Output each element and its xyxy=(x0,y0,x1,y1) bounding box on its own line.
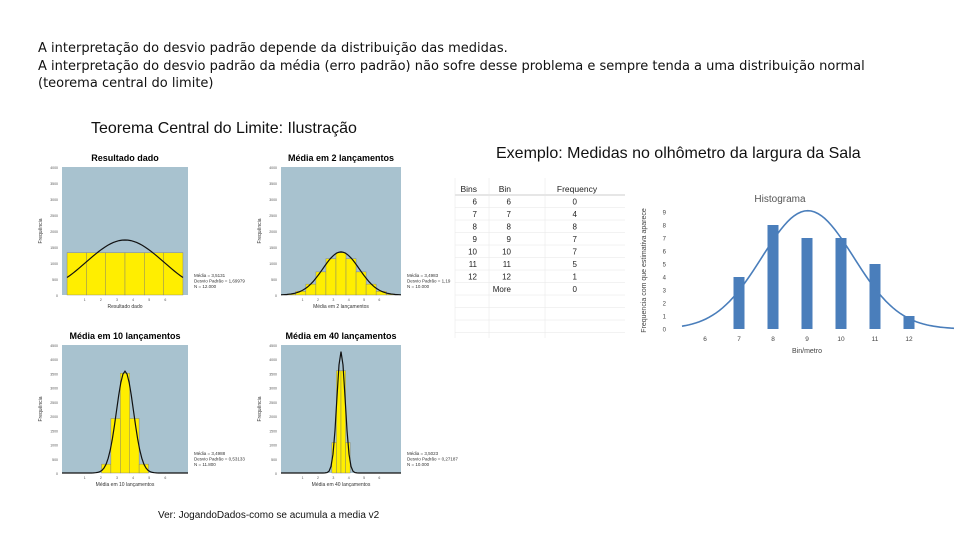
table-cell: 6 xyxy=(506,197,511,207)
y-tick-label: 4000 xyxy=(269,358,277,363)
y-tick-label: 500 xyxy=(52,278,58,282)
table-cell: 9 xyxy=(506,235,511,244)
x-axis-label: Média em 40 lançamentos xyxy=(311,482,371,488)
x-tick-label: 11 xyxy=(871,336,879,343)
y-tick-label: 4500 xyxy=(50,344,58,348)
table-cell: 11 xyxy=(502,260,511,269)
y-tick-label: 0 xyxy=(275,472,277,476)
y-tick-label: 1000 xyxy=(269,443,277,448)
x-tick-label: 4 xyxy=(132,298,135,302)
histogram-bar xyxy=(306,284,316,295)
x-tick-label: 9 xyxy=(805,336,809,343)
stats-line: N = 12.000 xyxy=(194,284,217,289)
histogram-bar xyxy=(326,259,336,295)
y-tick-label: 3000 xyxy=(50,386,58,391)
table-cell: 7 xyxy=(572,235,577,244)
table-cell: More xyxy=(492,285,511,294)
histogram-bar xyxy=(366,284,376,295)
y-tick-label: 500 xyxy=(271,457,277,462)
y-tick-label: 4000 xyxy=(50,166,58,170)
y-tick-label: 1500 xyxy=(269,429,277,434)
x-tick-label: 5 xyxy=(148,476,151,480)
y-tick-label: 6 xyxy=(662,249,666,256)
x-tick-label: 2 xyxy=(99,298,102,302)
y-axis-label: Frequencia com que estimativa aparece xyxy=(641,208,648,333)
histogram-chart xyxy=(630,180,930,365)
intro-line-1: A interpretação do desvio padrão depende da distribuição das medidas. xyxy=(38,41,508,56)
stats-line: N = 11.800 xyxy=(194,462,216,467)
y-tick-label: 8 xyxy=(662,223,666,230)
intro-line-3: (teorema central do limite) xyxy=(38,76,214,91)
y-tick-label: 4500 xyxy=(269,344,277,348)
table-cell: 0 xyxy=(572,285,577,294)
x-tick-label: 5 xyxy=(363,298,366,302)
stats-line: Média = 3,4988 xyxy=(194,451,226,456)
x-tick-label: 10 xyxy=(837,336,845,343)
x-tick-label: 4 xyxy=(347,298,350,302)
histogram-bar xyxy=(106,253,125,295)
x-tick-label: 4 xyxy=(132,476,135,480)
stats-line: Média = 3,5023 xyxy=(407,451,439,456)
x-tick-label: 2 xyxy=(99,476,102,480)
y-tick-label: 500 xyxy=(52,457,58,462)
table-cell: 12 xyxy=(502,272,511,282)
table-cell: 8 xyxy=(572,222,577,232)
y-tick-label: 1 xyxy=(662,314,666,321)
clt-illustration xyxy=(0,145,458,515)
x-tick-label: 3 xyxy=(115,476,118,480)
histogram-bar-10 xyxy=(836,238,847,329)
panel-1 xyxy=(38,153,245,310)
x-tick-label: 12 xyxy=(905,336,913,343)
x-tick-label: 1 xyxy=(301,476,304,480)
x-tick-label: 6 xyxy=(164,476,167,480)
x-axis-label: Bin/metro xyxy=(792,348,822,355)
y-tick-label: 2000 xyxy=(269,415,277,420)
histogram-bar xyxy=(130,418,139,473)
y-tick-label: 3 xyxy=(662,288,666,295)
table-cell: 7 xyxy=(472,210,477,219)
y-axis-label: Frequência xyxy=(257,396,263,422)
panel-title: Média em 2 lançamentos xyxy=(287,153,395,163)
panel-title: Média em 40 lançamentos xyxy=(285,331,397,341)
table-cell: 4 xyxy=(572,210,577,219)
x-tick-label: 2 xyxy=(316,476,319,480)
y-tick-label: 1000 xyxy=(269,262,277,266)
table-cell: 7 xyxy=(572,247,577,257)
y-tick-label: 2500 xyxy=(50,214,58,218)
y-tick-label: 4000 xyxy=(269,166,277,170)
fitted-curve xyxy=(682,211,954,329)
x-tick-label: 1 xyxy=(83,476,86,480)
example-title: Exemplo: Medidas no olhômetro da largura da Sala xyxy=(496,145,861,162)
y-tick-label: 0 xyxy=(56,472,58,476)
footer-reference: Ver: JogandoDados-como se acumula a media v2 xyxy=(158,510,380,521)
x-tick-label: 3 xyxy=(115,298,118,302)
y-tick-label: 2500 xyxy=(50,400,58,405)
x-tick-label: 5 xyxy=(363,476,366,480)
y-tick-label: 2000 xyxy=(50,415,58,420)
table-cell: 12 xyxy=(468,272,477,282)
table-cell: 5 xyxy=(572,260,577,269)
table-cell: 8 xyxy=(506,222,511,232)
y-tick-label: 0 xyxy=(275,294,277,298)
x-tick-label: 8 xyxy=(771,336,775,343)
y-tick-label: 9 xyxy=(662,210,666,217)
y-tick-label: 5 xyxy=(662,262,666,269)
y-axis-label: Frequência xyxy=(38,218,44,244)
intro-line-2: A interpretação do desvio padrão da média (erro padrão) não sofre desse problema e sempre tenda a uma distribuição normal xyxy=(38,58,865,74)
y-tick-label: 2500 xyxy=(269,400,277,405)
y-tick-label: 1500 xyxy=(50,246,58,250)
x-tick-label: 6 xyxy=(378,476,381,480)
y-tick-label: 3500 xyxy=(269,182,277,186)
y-tick-label: 3500 xyxy=(50,182,58,186)
stats-line: Desvio Padrão = 1,69979 xyxy=(194,278,245,284)
frequency-table xyxy=(455,178,625,338)
intro-text xyxy=(38,40,918,93)
x-tick-label: 6 xyxy=(378,298,381,302)
x-tick-label: 3 xyxy=(332,298,335,302)
stats-line: Desvio Padrão = 0,53133 xyxy=(194,456,245,462)
panel-2 xyxy=(257,153,451,310)
table-cell: 7 xyxy=(506,210,511,219)
y-tick-label: 1000 xyxy=(50,262,58,266)
stats-line: N = 10.000 xyxy=(407,284,430,289)
x-tick-label: 4 xyxy=(347,476,350,480)
y-tick-label: 3000 xyxy=(269,198,277,202)
x-tick-label: 7 xyxy=(737,336,741,343)
table-cell: 9 xyxy=(472,235,477,244)
y-tick-label: 3000 xyxy=(50,198,58,202)
table-cell: 8 xyxy=(472,222,477,232)
x-tick-label: 1 xyxy=(83,298,86,302)
y-tick-label: 3500 xyxy=(269,372,277,377)
histogram-title: Histograma xyxy=(754,194,806,205)
panel-title: Resultado dado xyxy=(91,153,159,163)
y-tick-label: 3000 xyxy=(269,386,277,391)
y-tick-label: 500 xyxy=(271,278,277,282)
y-tick-label: 1500 xyxy=(269,246,277,250)
x-tick-label: 2 xyxy=(316,298,319,302)
y-tick-label: 2500 xyxy=(269,214,277,218)
y-axis-label: Frequência xyxy=(257,218,263,244)
x-tick-label: 6 xyxy=(164,298,167,302)
histogram-bar-11 xyxy=(870,264,881,329)
table-cell: 10 xyxy=(502,247,511,257)
stats-line: N = 10.000 xyxy=(407,462,430,467)
y-tick-label: 0 xyxy=(662,327,666,334)
panel-3 xyxy=(38,331,245,488)
y-tick-label: 7 xyxy=(662,236,666,243)
histogram-bar xyxy=(346,259,356,295)
stats-line: Média = 3,5131 xyxy=(194,273,226,278)
y-tick-label: 0 xyxy=(56,294,58,298)
x-tick-label: 5 xyxy=(148,298,151,302)
histogram-bar xyxy=(67,253,86,295)
y-tick-label: 4000 xyxy=(50,358,58,363)
table-cell: 11 xyxy=(468,260,477,269)
table-cell: 10 xyxy=(468,247,477,257)
y-tick-label: 4 xyxy=(662,275,666,282)
stats-line: Média = 3,4983 xyxy=(407,273,439,278)
table-header-3: Frequency xyxy=(556,184,598,194)
table-header-2: Bin xyxy=(498,184,511,194)
table-cell: 1 xyxy=(572,272,577,282)
y-tick-label: 2000 xyxy=(50,230,58,234)
histogram-bar xyxy=(336,253,346,295)
table-cell: 0 xyxy=(572,197,577,207)
y-tick-label: 1500 xyxy=(50,429,58,434)
histogram-bar xyxy=(164,253,183,295)
x-axis-label: Média em 10 lançamentos xyxy=(95,482,155,488)
x-tick-label: 1 xyxy=(301,298,304,302)
stats-line: Desvio Padrão = 0,27187 xyxy=(407,456,458,462)
x-tick-label: 6 xyxy=(703,336,707,343)
histogram-bar xyxy=(111,418,120,473)
y-tick-label: 2000 xyxy=(269,230,277,234)
x-tick-label: 3 xyxy=(332,476,335,480)
y-axis-label: Frequência xyxy=(38,396,44,422)
table-cell: 6 xyxy=(472,197,477,207)
histogram-bar xyxy=(120,373,129,473)
histogram-bar-9 xyxy=(802,238,813,329)
table-header-1: Bins xyxy=(460,184,477,194)
panel-title: Média em 10 lançamentos xyxy=(69,331,181,341)
y-tick-label: 3500 xyxy=(50,372,58,377)
y-tick-label: 1000 xyxy=(50,443,58,448)
y-tick-label: 2 xyxy=(662,301,666,308)
x-axis-label: Média em 2 lançamentos xyxy=(313,304,369,310)
x-axis-label: Resultado dado xyxy=(107,304,143,310)
clt-title: Teorema Central do Limite: Ilustração xyxy=(91,120,357,137)
panel-4 xyxy=(257,331,458,488)
stats-line: Desvio Padrão = 1,19 xyxy=(407,278,451,284)
histogram-bar xyxy=(125,253,144,295)
